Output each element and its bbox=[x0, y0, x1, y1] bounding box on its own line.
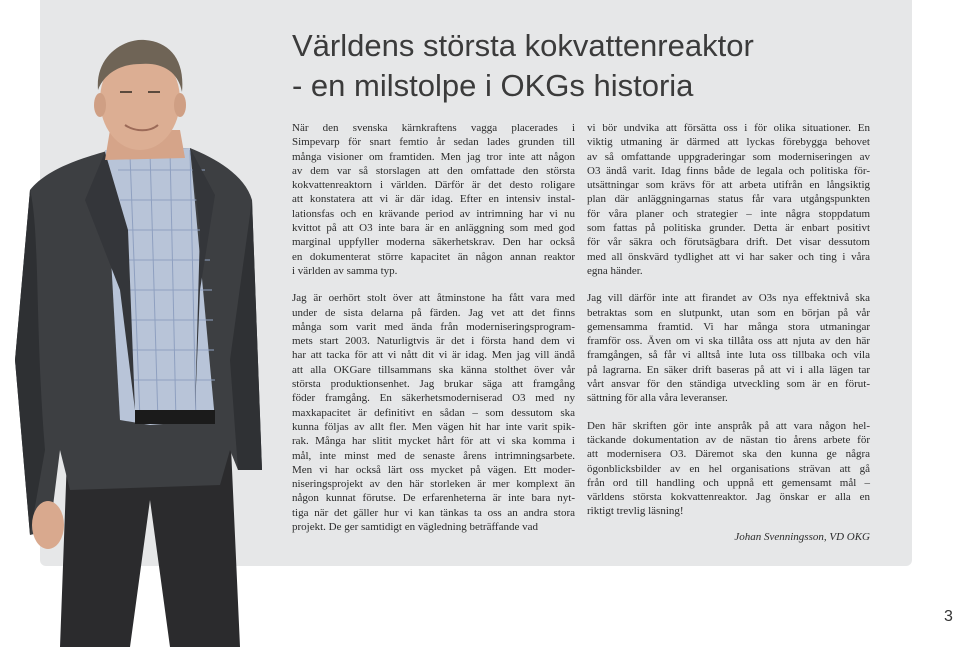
text-line: kunna följas av allt fler. Men vägen hit har inte varit spik- bbox=[292, 420, 575, 433]
text-line: av så omfattande uppgraderingar som moderniseringen av bbox=[587, 150, 870, 163]
text-line: som fattas på politiska grunder. Detta är enbart positivt bbox=[587, 222, 870, 235]
text-line: tiga när det gäller hur vi kan tänkas ta oss an andra stora bbox=[292, 506, 575, 519]
text-line: världens största kokvattenreaktor. Jag önskar er alla en bbox=[587, 491, 870, 504]
text-line: plan där anläggningarnas status får vara utgångspunkten bbox=[587, 193, 870, 206]
page-title bbox=[292, 26, 852, 106]
text-line: föder framgång. En säkerhetsmoderniserad O3 med ny bbox=[292, 392, 575, 405]
text-line: ögonblicksbilder av en hel organisations strävan att gå bbox=[587, 462, 870, 475]
text-line: många visioner om framtiden. Men jag tror inte att någon bbox=[292, 150, 575, 163]
text-line: utsättningar som krävs för att arbeta utifrån en långsiktig bbox=[587, 179, 870, 192]
text-line: vårt ansvar för den ständiga utveckling som är en förut- bbox=[587, 378, 870, 391]
page-number: 3 bbox=[944, 608, 953, 625]
text-line: att modernisera O3. Däremot ska den kunna ge några bbox=[587, 448, 870, 461]
text-line: för vår säkra och förutsägbara drift. Det visar dessutom bbox=[587, 236, 870, 249]
text-line: gemensamma framtid. Vi har många stora utmaningar bbox=[587, 320, 870, 333]
text-line: marginal uppfyller moderna säkerhetskrav. Den har också bbox=[292, 236, 575, 249]
text-line: i världen av samma typ. bbox=[292, 264, 398, 277]
text-line: en dokumenterat större kapacitet än någon annan reaktor bbox=[292, 250, 575, 263]
left-text-column bbox=[292, 121, 575, 547]
text-line: vi bör undvika att försätta oss i för olika situationer. En bbox=[587, 122, 870, 134]
text-line: många som varit med ända från moderniseringsprogram- bbox=[292, 320, 575, 333]
text-line: med all önskvärd tydlighet att vi har saker och ting i våra bbox=[587, 250, 870, 263]
text-line: för våra planer och strategier – inte några stoppdatum bbox=[587, 207, 870, 220]
title-line-2: - en milstolpe i OKGs historia bbox=[292, 68, 694, 103]
text-line: kvittot på att O3 inte bara är en anläggning som med god bbox=[292, 222, 575, 235]
text-line: Men vi har också lärt oss mycket på vägen. Ett moder- bbox=[292, 463, 575, 476]
text-line: största produktionsenhet. Jag brukar säga att framgång bbox=[292, 378, 575, 391]
text-line: O3 ändå varit. Idag finns både de legala och politiska för- bbox=[587, 164, 870, 177]
text-line: Jag är oerhört stolt över att åtminstone ha fått vara med bbox=[292, 292, 575, 305]
text-line: av dem var så storslagen att den omfattade den största bbox=[292, 164, 575, 177]
text-line: När den svenska kärnkraftens vagga placerades i bbox=[292, 122, 575, 134]
text-line: riktigt trevlig läsning! bbox=[587, 505, 684, 518]
text-line: kokvattenreaktorn i världen. Därför är det desto roligare bbox=[292, 179, 575, 192]
text-line: någon kunnat förutse. De erfarenheterna är inte bara nyt- bbox=[292, 492, 575, 505]
text-line: maxkapacitet är definitivt en sådan – som dessutom ska bbox=[292, 406, 575, 419]
text-line: betraktas som en slutpunkt, utan som en början på vår bbox=[587, 306, 870, 319]
text-line: på lagrarna. En säker drift baseras på att vi i alla lägen tar bbox=[587, 363, 870, 376]
signature: Johan Svenningsson, VD OKG bbox=[734, 530, 870, 543]
right-paragraph-2 bbox=[587, 291, 870, 405]
text-line: framgången, så får vi alltså inte luta oss tillbaka och vila bbox=[587, 349, 870, 362]
portrait-photo bbox=[0, 30, 270, 647]
text-line: täckande dokumentation av de nästan tio årens arbete för bbox=[587, 433, 870, 446]
left-paragraph-2 bbox=[292, 291, 575, 534]
text-line: viktig utmaning är därmed att lyckas förebygga behovet bbox=[587, 136, 870, 149]
text-line: mets start 2003. Naturligtvis är det i första hand dem vi bbox=[292, 335, 575, 348]
text-line: har att tacka för att vi nått dit vi är idag. Men jag vill ändå bbox=[292, 349, 575, 362]
text-line: sättning för alla våra leveranser. bbox=[587, 392, 728, 405]
text-line: Jag vill därför inte att firandet av O3s nya effektnivå ska bbox=[587, 292, 870, 305]
text-line: under de sista delarna på färden. Jag vet att det finns bbox=[292, 306, 575, 319]
title-line-1: Världens största kokvattenreaktor bbox=[292, 28, 754, 63]
right-paragraph-3 bbox=[587, 419, 870, 519]
text-line: niseringsprojekt av den här storleken är mer komplext än bbox=[292, 478, 575, 491]
text-line: framför oss. Även om vi ska tillåta oss att njuta av den här bbox=[587, 335, 870, 348]
text-line: mål, inte minst med de senaste årens intrimningsarbete. bbox=[292, 449, 575, 462]
text-line: lationsfas och en krävande period av intrimning har vi nu bbox=[292, 207, 575, 220]
text-line: projekt. De ger samtidigt en vägledning beträffande vad bbox=[292, 521, 538, 534]
right-text-column bbox=[587, 121, 870, 544]
text-line: att konstatera att vi är där idag. Efter en intensiv instal- bbox=[292, 193, 575, 206]
text-line: rak. Många har slitit mycket hårt för att vi ska komma i bbox=[292, 435, 575, 448]
text-line: Den här skriften gör inte anspråk på att vara någon hel- bbox=[587, 419, 870, 432]
text-line: från ord till handling och uppnå ett gemensamt mål – bbox=[587, 476, 870, 489]
right-paragraph-1 bbox=[587, 121, 870, 278]
left-paragraph-1 bbox=[292, 121, 575, 278]
text-line: Simpevarp för snart femtio år sedan lades grunden till bbox=[292, 136, 575, 149]
text-line: egna händer. bbox=[587, 264, 643, 277]
text-line: att alla OKGare tillsammans ska känna stolthet över vår bbox=[292, 363, 575, 376]
